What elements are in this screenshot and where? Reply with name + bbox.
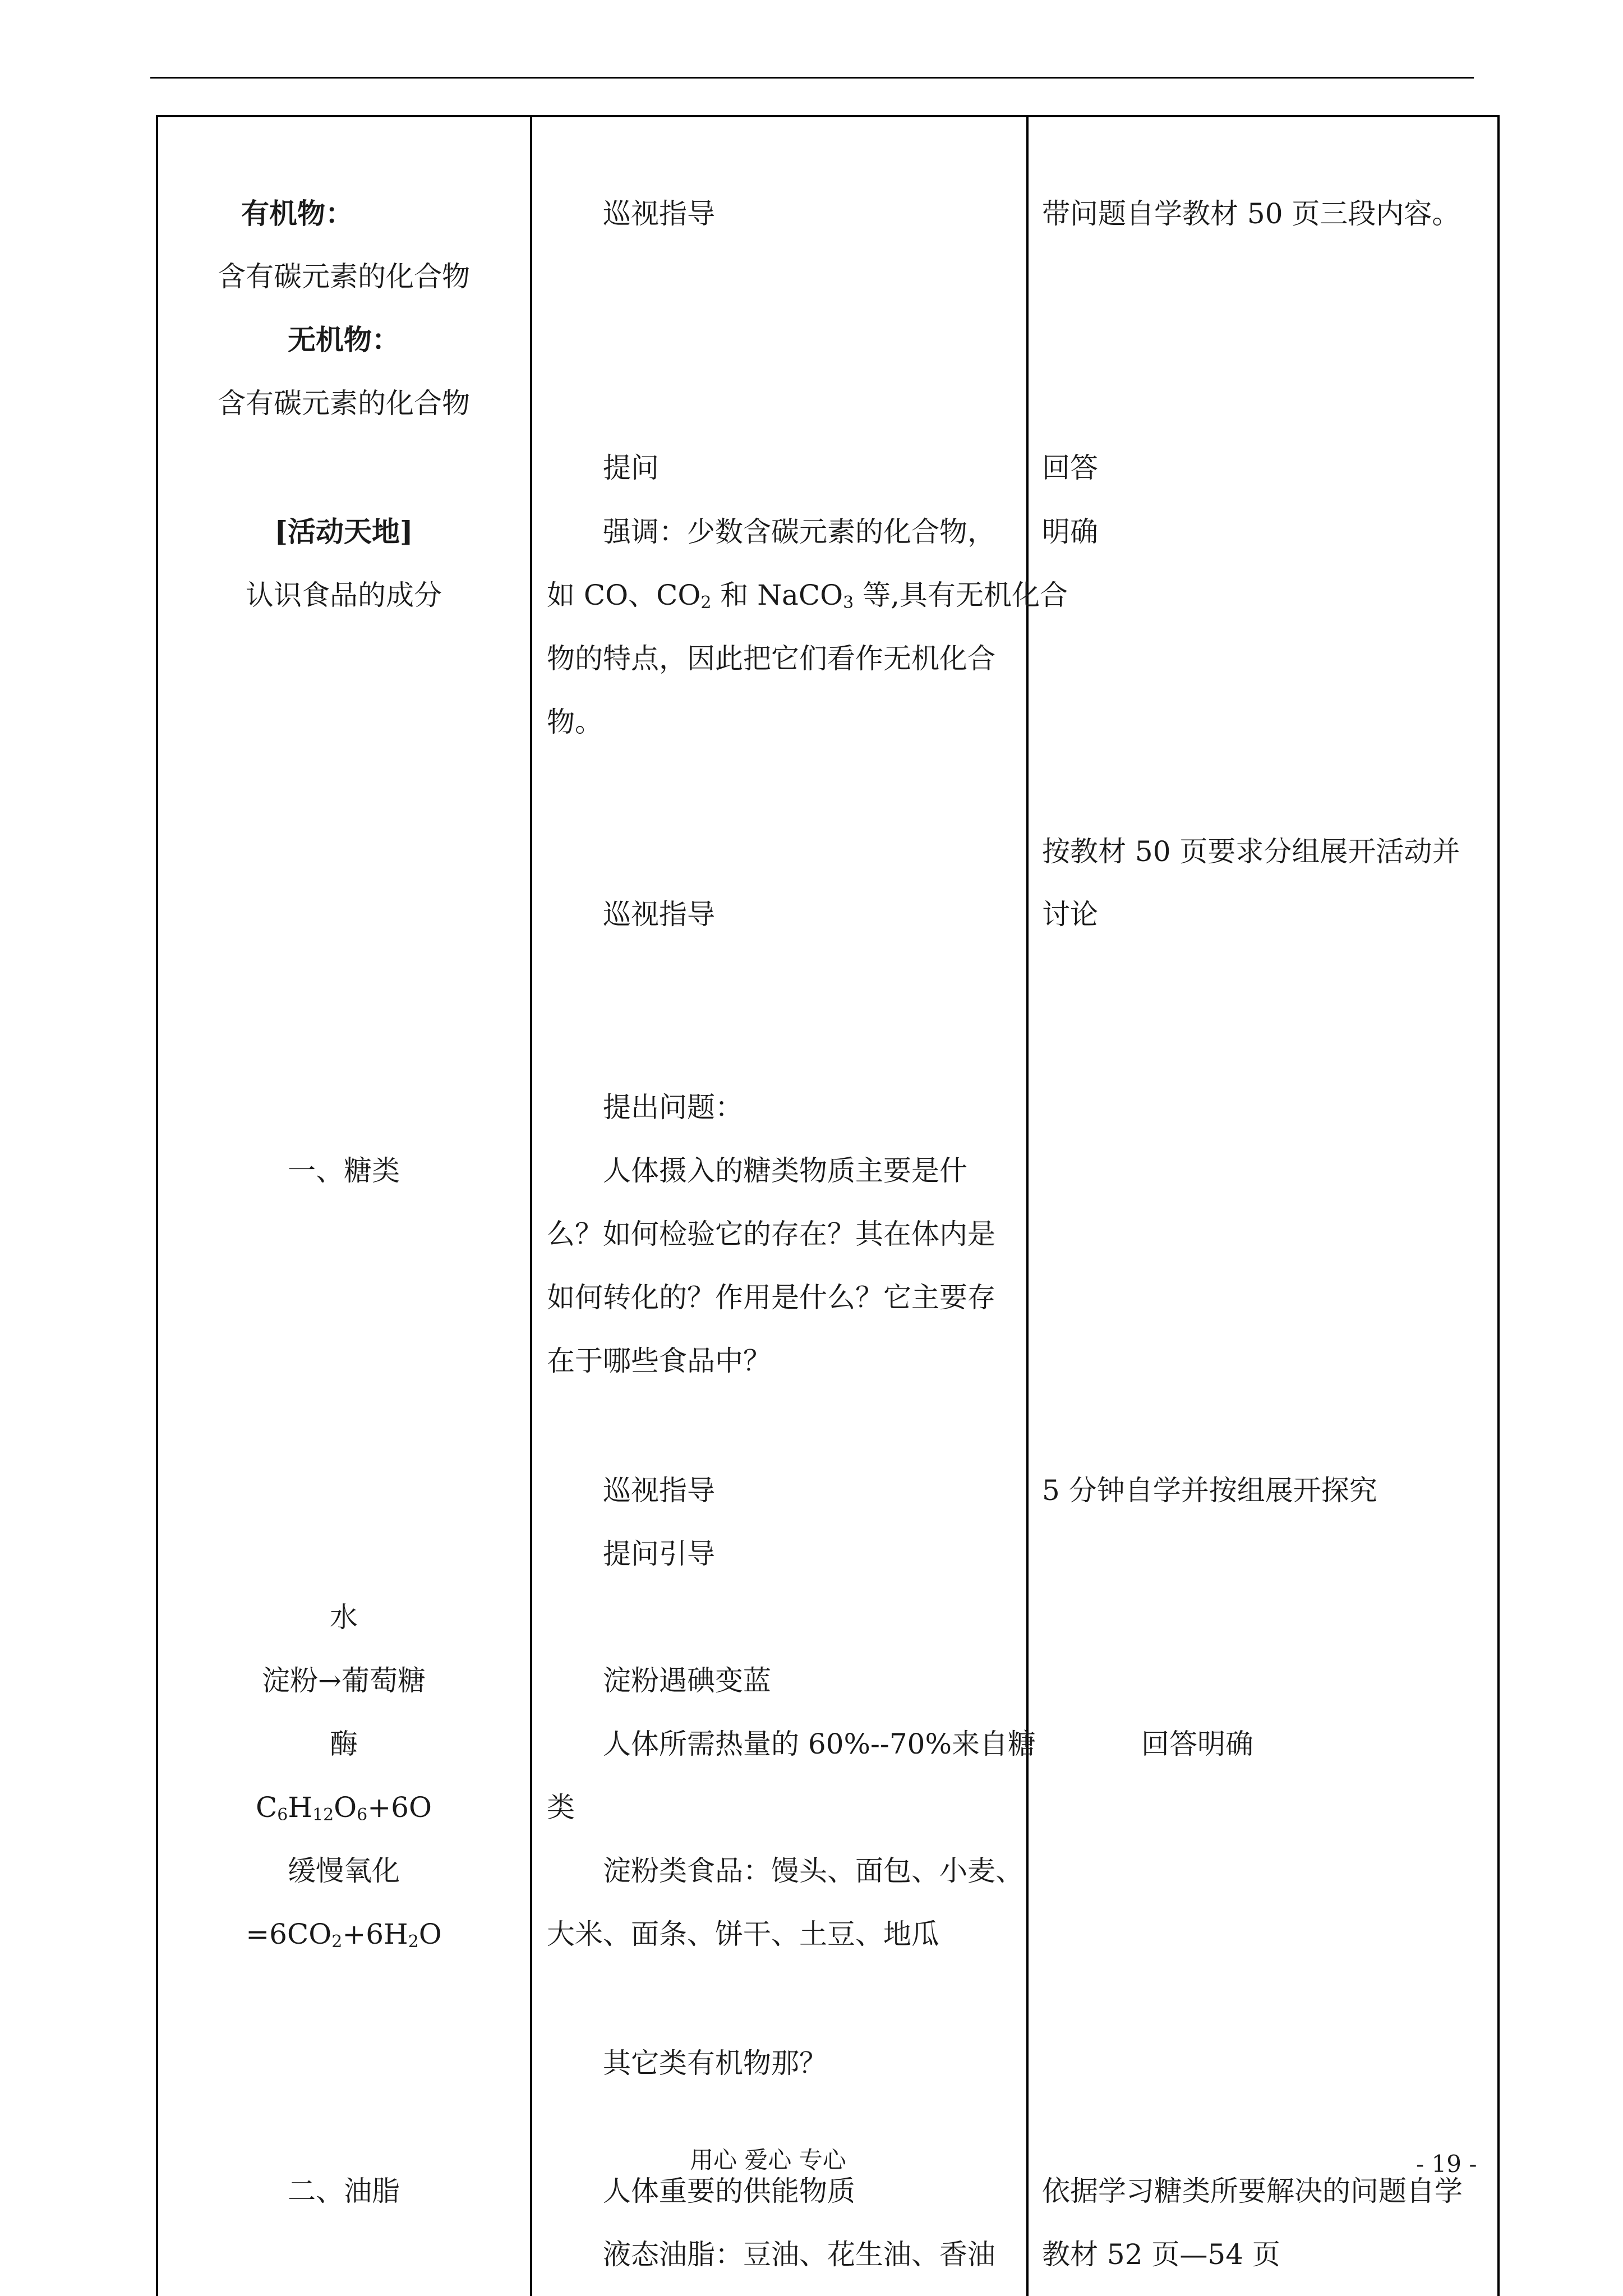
table-divider-1 <box>530 115 532 2296</box>
question-line-2: 么？如何检验它的存在？其在体内是 <box>547 1218 995 1250</box>
activity-title: [活动天地] <box>274 515 413 548</box>
ask-question: 提问 <box>603 452 659 484</box>
patrol-guidance-1: 巡视指导 <box>603 197 715 230</box>
patrol-guidance-2: 巡视指导 <box>603 898 715 931</box>
emphasis-line-2: 如 CO、$CO_2$ 和 NaCO$_3$ 等,具有无机化合 <box>547 579 1068 613</box>
emphasis-line-3: 物的特点，因此把它们看作无机化合 <box>547 642 995 675</box>
fat-energy-line: 人体重要的供能物质 <box>603 2175 855 2207</box>
question-line-4: 在于哪些食品中？ <box>547 1345 771 1377</box>
answer-clarify-text: 回答明确 <box>1141 1728 1253 1760</box>
fat-study-line-1: 依据学习糖类所要解决的问题自学 <box>1042 2175 1463 2207</box>
equation-glucose: $C_6H_{12}O_6+6O$ <box>256 1791 432 1825</box>
group-activity-line-2: 讨论 <box>1042 898 1098 931</box>
emphasis-line-4: 物。 <box>547 706 603 738</box>
fat-heading: 二、油脂 <box>288 2175 400 2207</box>
header-rule <box>150 77 1474 79</box>
question-line-3: 如何转化的？作用是什么？它主要存 <box>547 1281 995 1314</box>
organic-title: 有机物： <box>241 197 353 230</box>
equation-enzyme: 酶 <box>330 1728 358 1760</box>
sugar-heading: 一、糖类 <box>288 1154 400 1187</box>
answer-text: 回答 <box>1042 452 1098 484</box>
equation-starch: 淀粉→葡萄糖 <box>262 1664 426 1697</box>
table-left-border <box>156 115 158 2296</box>
clarify-text: 明确 <box>1042 516 1098 548</box>
emphasis-line-1: 强调：少数含碳元素的化合物， <box>603 516 995 548</box>
iodine-test: 淀粉遇碘变蓝 <box>603 1664 771 1697</box>
other-organics-question: 其它类有机物那？ <box>603 2047 827 2079</box>
table-right-border <box>1497 115 1500 2296</box>
patrol-guidance-3: 巡视指导 <box>603 1474 715 1507</box>
inorganic-definition: 含有碳元素的化合物 <box>218 387 470 420</box>
equation-oxidation: 缓慢氧化 <box>288 1855 400 1887</box>
energy-line-1: 人体所需热量的 60%--70%来自糖 <box>603 1728 1036 1760</box>
equation-water: 水 <box>330 1601 358 1634</box>
table-divider-2 <box>1026 115 1029 2296</box>
fat-study-line-2: 教材 52 页—54 页 <box>1042 2238 1280 2271</box>
inorganic-title: 无机物： <box>288 323 400 356</box>
question-line-1: 人体摄入的糖类物质主要是什 <box>603 1154 967 1187</box>
question-guidance: 提问引导 <box>603 1538 715 1570</box>
liquid-fats-line: 液态油脂：豆油、花生油、香油 <box>603 2238 995 2271</box>
equation-product: $=6CO_2+6H_2O$ <box>246 1918 442 1952</box>
activity-subtitle: 认识食品的成分 <box>246 579 442 611</box>
raise-question: 提出问题： <box>603 1091 743 1124</box>
group-activity-line-1: 按教材 50 页要求分组展开活动并 <box>1042 835 1460 868</box>
energy-line-2: 类 <box>547 1791 575 1824</box>
table-top-border <box>156 115 1500 117</box>
self-study-text: 带问题自学教材 50 页三段内容。 <box>1042 197 1460 230</box>
starch-foods-line-1: 淀粉类食品：馒头、面包、小麦、 <box>603 1855 1023 1887</box>
page-number: - 19 - <box>1416 2150 1477 2178</box>
explore-text: 5 分钟自学并按组展开探究 <box>1042 1474 1377 1507</box>
starch-foods-line-2: 大米、面条、饼干、土豆、地瓜 <box>547 1918 939 1950</box>
organic-definition: 含有碳元素的化合物 <box>218 260 470 293</box>
footer-motto: 用心 爱心 专心 <box>690 2146 846 2174</box>
